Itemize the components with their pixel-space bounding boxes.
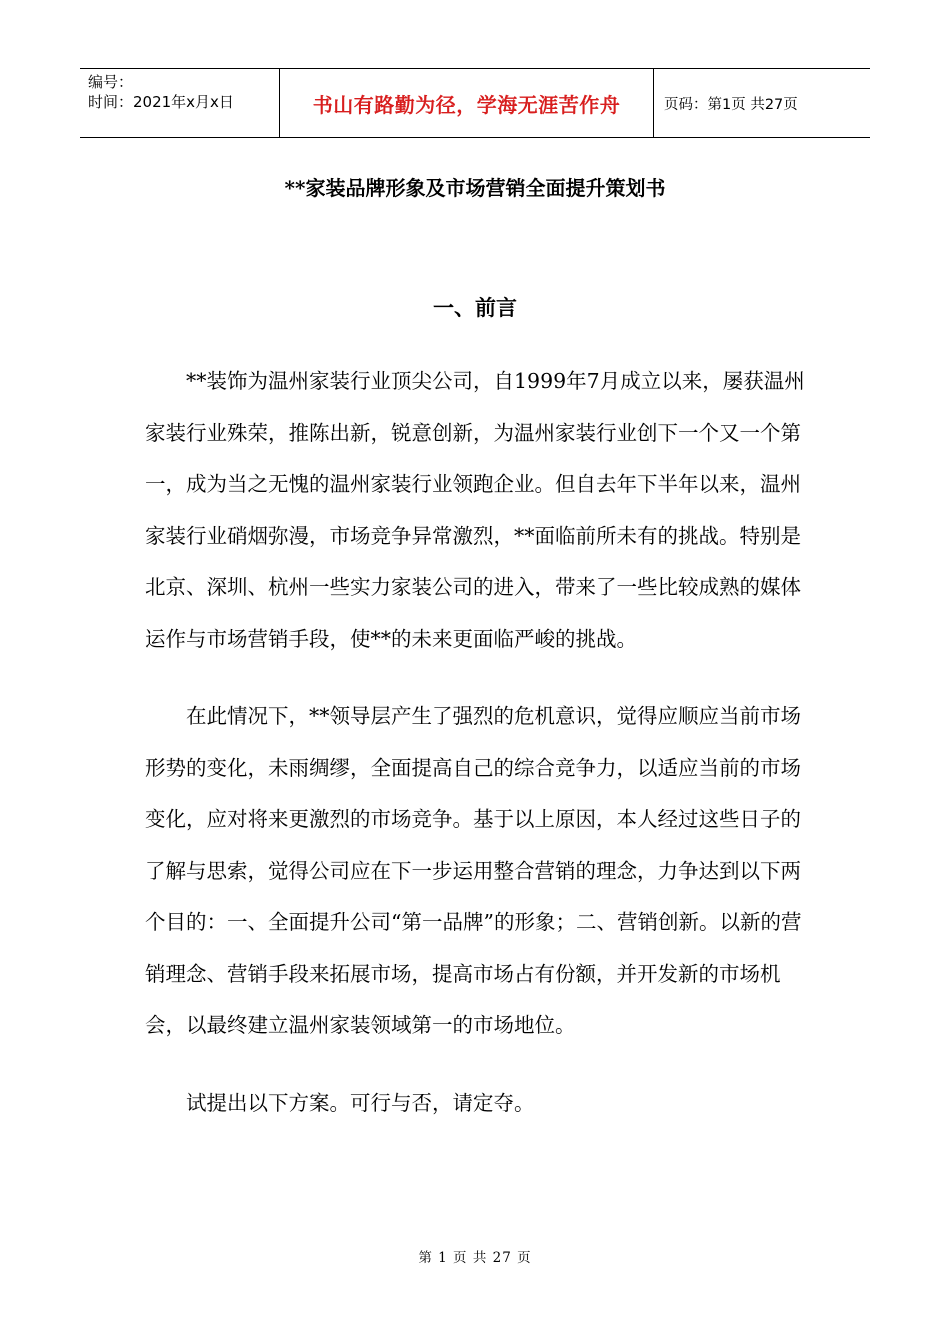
section-heading: 一、前言 [433,295,517,320]
paragraph: **装饰为温州家装行业顶尖公司，自1999年7月成立以来，屡获温州家装行业殊荣，推陈出新，锐意创新，为温州家装行业创下一个又一个第一，成为当之无愧的温州家装行业领跑企业。但自去年下半年以来，温州家装行业硝烟弥漫，市场竞争异常激烈，**面临前所未有的挑战。特别是北京、深圳、杭州一些实力家装公司的进入，带来了一些比较成熟的媒体运作与市场营销手段，使**的未来更面临严峻的挑战。 [145,369,805,651]
page-header [80,68,870,138]
document-title: **家装品牌形象及市场营销全面提升策划书 [284,176,666,200]
header-meta [80,69,280,137]
page-footer: 第 1 页 共 27 页 [418,1250,532,1266]
header-motto: 书山有路勤为径，学海无涯苦作舟 [280,69,654,137]
document-body [145,356,807,1155]
document-date: 时间：2021年x月x日 [88,93,234,111]
header-page-info: 页码：第1页 共27页 [664,96,798,113]
paragraph: 试提出以下方案。可行与否，请定夺。 [186,1090,535,1115]
paragraph: 在此情况下，**领导层产生了强烈的危机意识，觉得应顺应当前市场形势的变化，未雨绸缪，全面提高自己的综合竞争力，以适应当前的市场变化，应对将来更激烈的市场竞争。基于以上原因，本人经过这些日子的了解与思索，觉得公司应在下一步运用整合营销的理念，力争达到以下两个目的：一、全面提升公司“第一品牌”的形象；二、营销创新。以新的营销理念、营销手段来拓展市场，提高市场占有份额，并开发新的市场机会，以最终建立温州家装领域第一的市场地位。 [145,704,802,1037]
document-number-label: 编号： [88,73,134,91]
